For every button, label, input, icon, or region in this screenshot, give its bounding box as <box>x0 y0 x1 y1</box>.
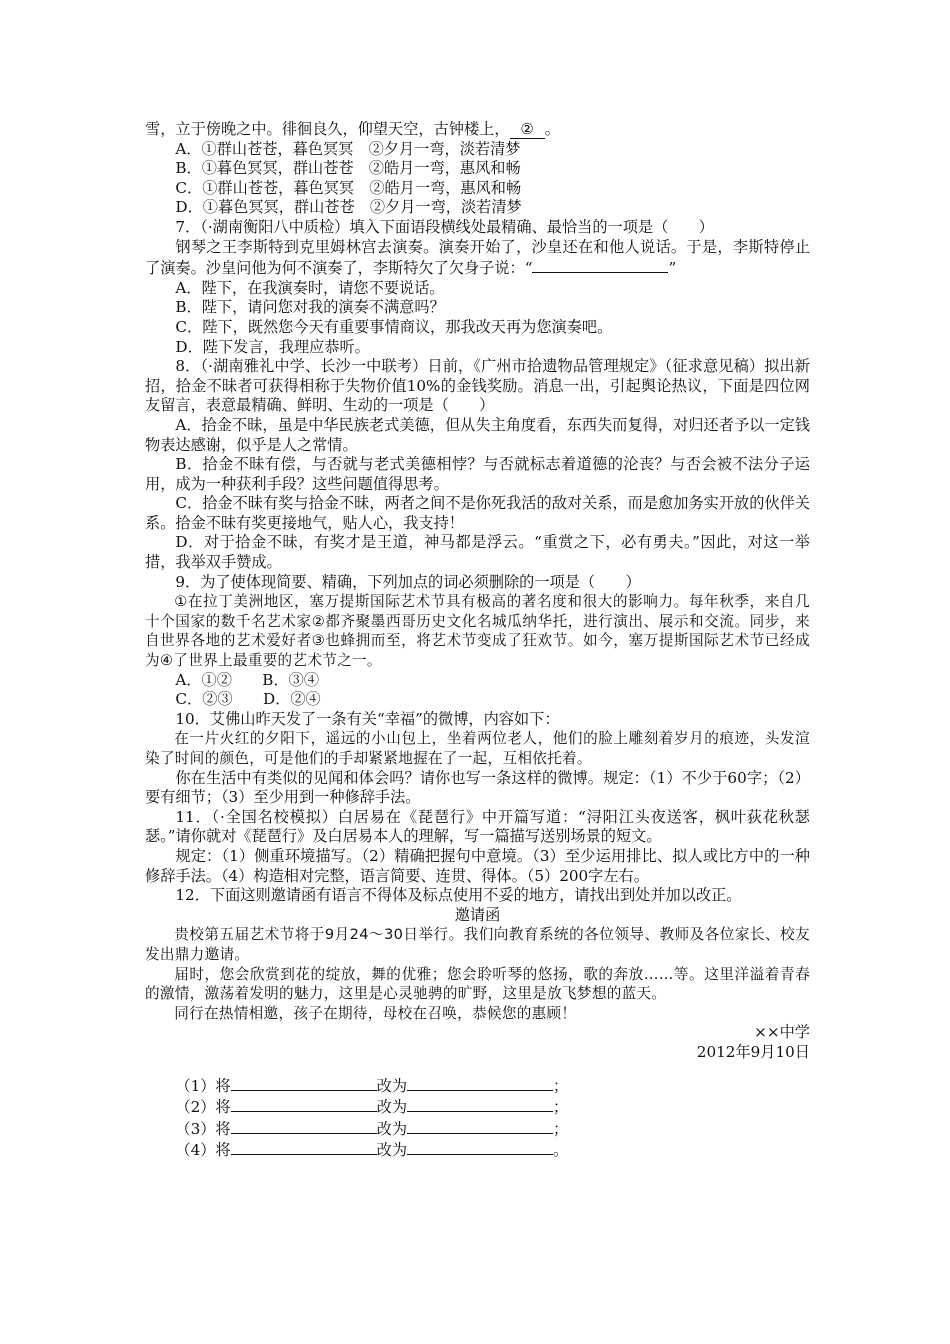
invitation-paragraph: 同行在热情相邀，孩子在期待，母校在召唤，恭候您的惠顾！ <box>174 1004 577 1022</box>
question-7-passage <box>145 238 810 279</box>
option-d: D．①暮色冥冥，群山苍苍 ②夕月一弯，淡若清梦 <box>175 198 522 217</box>
answer-blank <box>532 257 668 273</box>
option-b: B．拾金不昧有偿，与否就与老式美德相悖？与否就标志着道德的沦丧？与否会被不法分子运用，成为一种获利手段？这些问题值得思考。 <box>145 455 810 493</box>
answer-line-4 <box>145 1139 810 1161</box>
question-8: 8．（·湖南雅礼中学、长沙一中联考）日前，《广州市拾遗物品管理规定》（征求意见稿）拟出新招，拾金不昧者可获得相称于失物价值10%的金钱奖励。消息一出，引起舆论热议，下面是四位网友留言，表意最精确、鲜明、生动的一项是（ ） <box>145 357 810 415</box>
answer-number: （2）将 <box>175 1098 231 1117</box>
question-7: 7．（·湖南衡阳八中质检）填入下面语段横线处最精确、最恰当的一项是（ ） <box>175 217 714 236</box>
option-c: C．陛下，既然您今天有重要事情商议，那我改天再为您演奏吧。 <box>175 317 613 336</box>
answer-line-3 <box>145 1118 810 1140</box>
answer-end: ； <box>553 1076 569 1095</box>
answer-line-1 <box>145 1075 810 1097</box>
answer-blank[interactable] <box>407 1096 553 1112</box>
answer-blank[interactable] <box>231 1118 377 1134</box>
option-d: D．对于拾金不昧，有奖才是王道，神马都是浮云。“重赏之下，必有勇夫。”因此，对这一举措，我举双手赞成。 <box>145 533 810 572</box>
question-10-weibo: 在一片火红的夕阳下，遥远的小山包上，坐着两位老人，他们的脸上雕刻着岁月的痕迹，头发渲染了时间的颜色，可是他们的手却紧紧地握在了一起，互相依托着。 <box>145 730 810 767</box>
option-b: B．①暮色冥冥，群山苍苍 ②皓月一弯，惠风和畅 <box>175 159 521 178</box>
blank-label: ② <box>520 120 534 138</box>
answer-end: ； <box>553 1098 569 1117</box>
answer-end: 。 <box>553 1141 569 1160</box>
answer-number: （1）将 <box>175 1076 231 1095</box>
option-a: A．①群山苍苍，暮色冥冥 ②夕月一弯，淡若清梦 <box>175 139 521 158</box>
invitation-paragraph: 贵校第五届艺术节将于9月24～30日举行。我们向教育系统的各位领导、教师及各位家长、校友发出鼎力邀请。 <box>145 926 810 963</box>
options-cd: C．②③ D．②④ <box>175 690 321 709</box>
answer-blank[interactable] <box>231 1139 377 1155</box>
option-a: A．拾金不昧，虽是中华民族老式美德，但从失主角度看，东西失而复得，对归还者予以一定钱物表达感谢，似乎是人之常情。 <box>145 415 810 454</box>
invitation-date: 2012年9月10日 <box>696 1042 810 1061</box>
text-segment: 钢琴之王李斯特到克里姆林宫去演奏。演奏开始了，沙皇还在和他人说话。于是，李斯特停止了演奏。沙皇问他为何不演奏了，李斯特欠了欠身子说：“ <box>145 237 810 278</box>
question-9: 9．为了使体现简要、精确，下列加点的词必须删除的一项是（ ） <box>175 572 641 591</box>
answer-blank[interactable] <box>407 1139 553 1155</box>
question-11-requirements: 规定：（1）侧重环境描写。（2）精确把握句中意境。（3）至少运用排比、拟人或比方中的一种修辞手法。（4）构造相对完整，语言简要、连贯、得体。（5）200字左右。 <box>145 846 810 885</box>
option-a: A．陛下，在我演奏时，请您不要说话。 <box>175 278 445 297</box>
question-10-requirements: 你在生活中有类似的见闻和体会吗？请你也写一条这样的微博。规定：（1）不少于60字；（2）要有细节；（3）至少用到一种修辞手法。 <box>145 768 810 807</box>
invitation-paragraph: 届时，您会欣赏到花的绽放，舞的优雅；您会聆听琴的悠扬，歌的奔放……等。这里洋溢着青春的激情，激荡着发明的魅力，这里是心灵驰骋的旷野，这里是放飞梦想的蓝天。 <box>145 965 810 1003</box>
text-segment: ” <box>668 259 677 278</box>
answer-connector: 改为 <box>376 1141 407 1160</box>
answer-connector: 改为 <box>376 1098 407 1117</box>
option-d: D．陛下发言，我理应恭听。 <box>175 337 370 356</box>
question-11: 11．（·全国名校模拟）白居易在《琵琶行》中开篇写道：“浔阳江头夜送客，枫叶荻花秋瑟瑟。”请你就对《琵琶行》及白居易本人的理解，写一篇描写送别场景的短文。 <box>145 807 810 846</box>
answer-line-2 <box>145 1096 810 1118</box>
blank-2 <box>510 120 545 139</box>
option-c: C．①群山苍苍，暮色冥冥 ②皓月一弯，惠风和畅 <box>175 178 522 197</box>
document-page <box>145 120 810 1161</box>
answer-blank[interactable] <box>407 1075 553 1091</box>
options-ab: A．①② B．③④ <box>175 670 320 689</box>
question-9-passage: ①在拉丁美洲地区，塞万提斯国际艺术节具有极高的著名度和很大的影响力。每年秋季，来自几十个国家的数千名艺术家②都齐聚墨西哥历史文化名城瓜纳华托，进行演出、展示和交流。同步，来自世界各地的艺术爱好者③也蜂拥而至，将艺术节变成了狂欢节。如今，塞万提斯国际艺术节已经成为④了世界上最重要的艺术节之一。 <box>145 593 810 670</box>
answer-blank[interactable] <box>231 1075 377 1091</box>
invitation-title: 邀请函 <box>454 905 501 924</box>
answer-number: （4）将 <box>175 1141 231 1160</box>
question-12: 12．下面这则邀请函有语言不得体及标点使用不妥的地方，请找出到处并加以改正。 <box>175 886 742 905</box>
answer-blank[interactable] <box>231 1096 377 1112</box>
option-b: B．陛下，请问您对我的演奏不满意吗？ <box>175 298 445 317</box>
answer-connector: 改为 <box>376 1119 407 1138</box>
answer-blank[interactable] <box>407 1118 553 1134</box>
option-c: C．拾金不昧有奖与拾金不昧，两者之间不是你死我活的敌对关系，而是愈加务实开放的伙伴关系。拾金不昧有奖更接地气，贴人心，我支持！ <box>145 494 810 532</box>
answer-connector: 改为 <box>376 1076 407 1095</box>
answer-end: ； <box>553 1119 569 1138</box>
text-line <box>145 120 810 140</box>
answer-number: （3）将 <box>175 1119 231 1138</box>
question-10: 10．艾佛山昨天发了一条有关“幸福”的微博，内容如下： <box>175 709 560 728</box>
text-segment: 。 <box>544 120 560 138</box>
text-segment: 雪，立于傍晚之中。徘徊良久，仰望天空，古钟楼上， <box>145 120 510 138</box>
invitation-signature: ××中学 <box>754 1023 810 1042</box>
